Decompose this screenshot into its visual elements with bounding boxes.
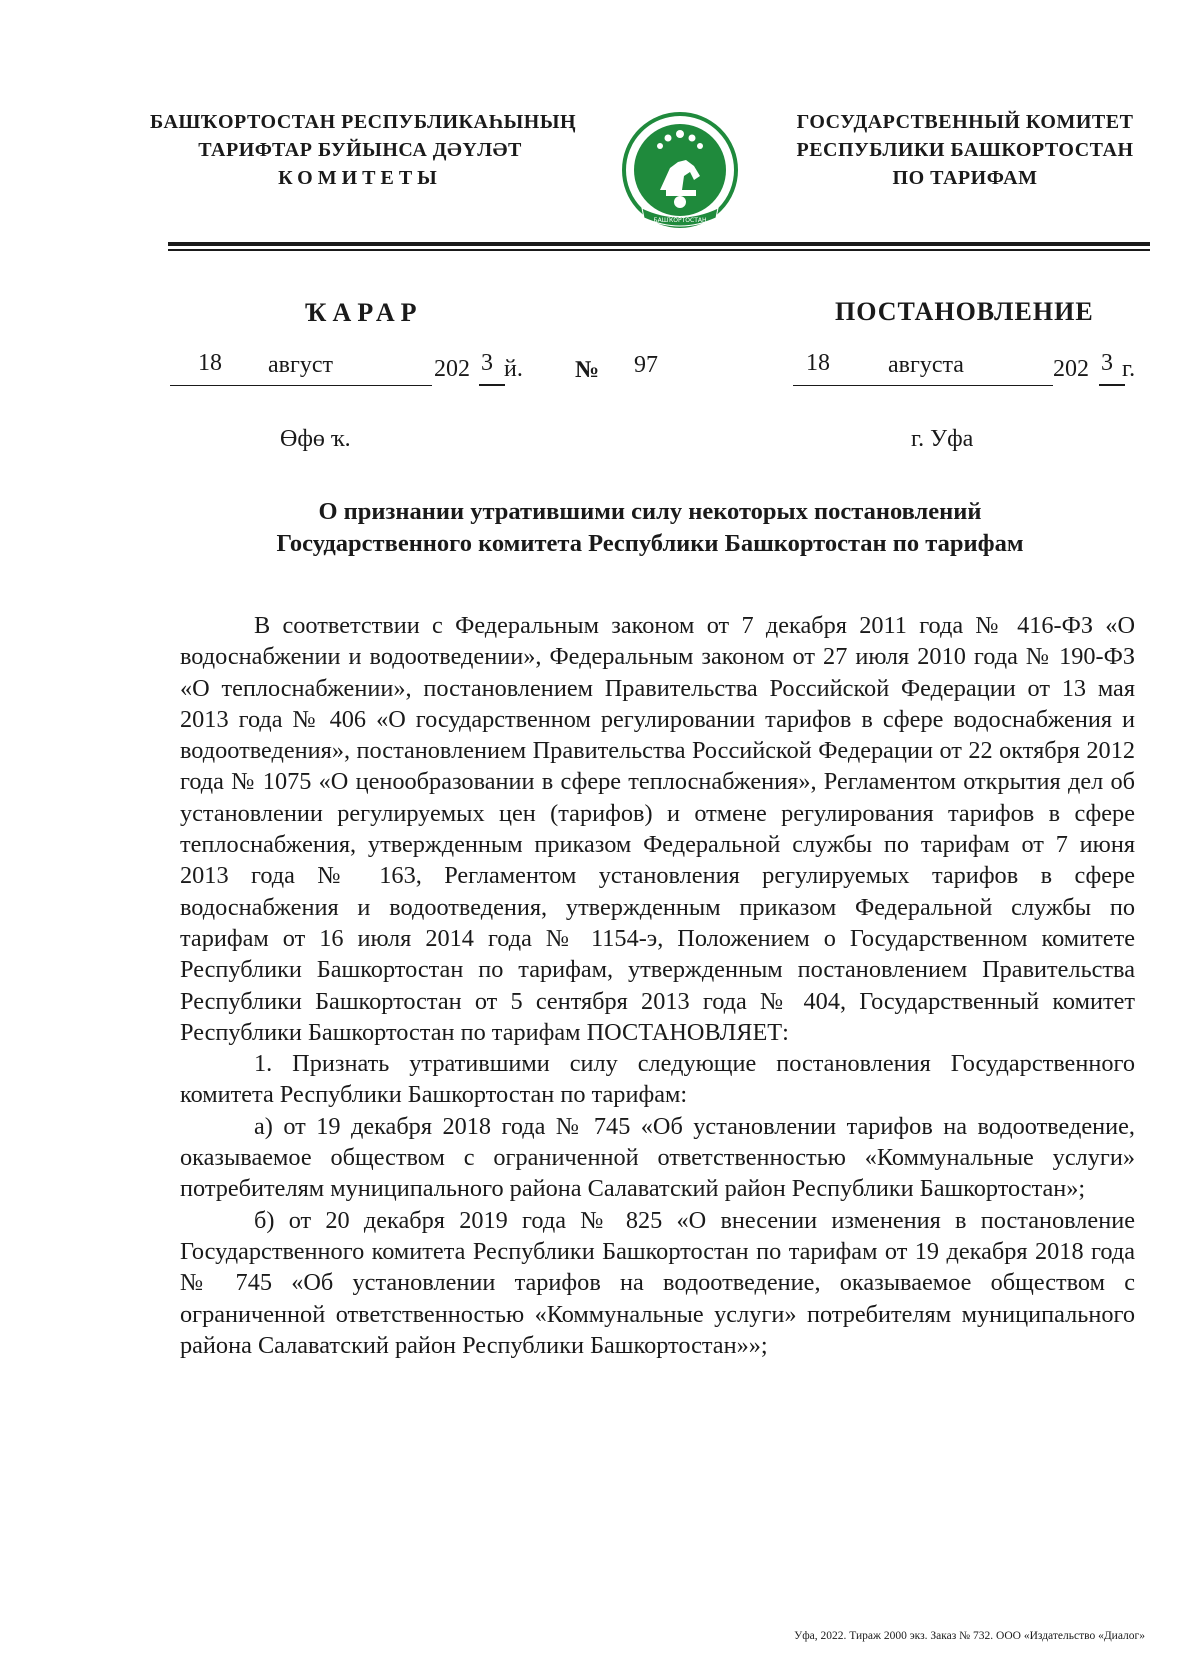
document-title-line-2: Государственного комитета Республики Башкортостан по тарифам bbox=[276, 530, 1024, 557]
header-right-block bbox=[780, 108, 1150, 192]
doc-number-sign: № bbox=[575, 357, 600, 383]
doc-kind-right: ПОСТАНОВЛЕНИЕ bbox=[835, 297, 1094, 326]
date-right-suffix: г. bbox=[1122, 356, 1136, 382]
date-left-day: 18 bbox=[198, 350, 222, 376]
date-right-month: августа bbox=[888, 352, 964, 378]
body-paragraph-item-a: а) от 19 декабря 2018 года № 745 «Об установлении тарифов на водоотведение, оказываемое обществом с ограниченной ответственностью «Коммунальные услуги» потребителям муниципального района Салаватский район Республики Башкортостан»; bbox=[180, 1112, 1135, 1203]
header-right-line-1: ГОСУДАРСТВЕННЫЙ КОМИТЕТ bbox=[796, 111, 1134, 133]
document-title-line-1: О признании утратившими силу некоторых постановлений bbox=[318, 498, 982, 525]
header-right-line-3: ПО ТАРИФАМ bbox=[892, 167, 1038, 189]
header-left-line-3: КОМИТЕТЫ bbox=[278, 167, 442, 189]
coat-of-arms-emblem bbox=[620, 110, 740, 235]
body-paragraph-preamble: В соответствии с Федеральным законом от 7 декабря 2011 года № 416-ФЗ «О водоснабжении и водоотведении», Федеральным законом от 27 июля 2010 года № 190-ФЗ «О теплоснабжении», постановлением Правительства Российской Федерации от 13 мая 2013 года № 406 «О государственном регулировании тарифов в сфере водоснабжения и водоотведения», постановлением Правительства Российской Федерации от 22 октября 2012 года № 1075 «О ценообразовании в сфере теплоснабжения», Регламентом открытия дел об установлении регулируемых цен (тарифов) и отмене регулирования тарифов в сфере теплоснабжения, утвержденным приказом Федеральной службы по тарифам от 7 июня 2013 года № 163, Регламентом установления регулируемых тарифов в сфере водоснабжения и водоотведения, утвержденным приказом Федеральной службы по тарифам от 16 июля 2014 года № 1154-э, Положением о Государственном комитете Республики Башкортостан по тарифам, утвержденным постановлением Правительства Республики Башкортостан от 5 сентября 2013 года № 404, Государственный комитет Республики Башкортостан по тарифам ПОСТАНОВЛЯЕТ: bbox=[180, 612, 1135, 1046]
header-divider-thin bbox=[168, 249, 1150, 251]
date-left-year-digit-underline bbox=[479, 384, 505, 386]
emblem-ribbon-text: БАШҠОРТОСТАН bbox=[653, 217, 707, 224]
body-paragraph-item-1: 1. Признать утратившими силу следующие постановления Государственного комитета Республики Башкортостан по тарифам: bbox=[180, 1050, 1135, 1109]
date-left-suffix: й. bbox=[504, 356, 523, 382]
header-left-block bbox=[150, 108, 577, 192]
header-left-line-2: ТАРИФТАР БУЙЫНСА ДӘҮЛӘТ bbox=[198, 139, 522, 161]
header-right-line-2: РЕСПУБЛИКИ БАШКОРТОСТАН bbox=[796, 139, 1134, 161]
date-left-month: август bbox=[268, 352, 333, 378]
document-title bbox=[160, 496, 1140, 560]
date-right-year-digit-underline bbox=[1099, 384, 1125, 386]
doc-kind-left: ҠАРАР bbox=[305, 298, 423, 327]
doc-number-value: 97 bbox=[634, 352, 658, 378]
city-left: Өфө ҡ. bbox=[280, 426, 351, 452]
print-footer: Уфа, 2022. Тираж 2000 экз. Заказ № 732. ООО «Издательство «Диалог» bbox=[794, 1630, 1145, 1642]
header-divider-thick bbox=[168, 242, 1150, 246]
body-paragraph-item-b: б) от 20 декабря 2019 года № 825 «О внесении изменения в постановление Государственного комитета Республики Башкортостан по тарифам от 19 декабря 2018 года № 745 «Об установлении тарифов на водоотведение, оказываемое обществом с ограниченной ответственностью «Коммунальные услуги» потребителям муниципального района Салаватский район Республики Башкортостан»»; bbox=[180, 1206, 1135, 1359]
date-right-year-digit: 3 bbox=[1101, 350, 1113, 376]
header-left-line-1: БАШҠОРТОСТАН РЕСПУБЛИКАҺЫНЫҢ bbox=[150, 111, 577, 133]
city-right: г. Уфа bbox=[911, 426, 974, 452]
date-left-year-digit: 3 bbox=[481, 350, 493, 376]
date-left-year: 202 bbox=[434, 356, 470, 382]
date-right-day: 18 bbox=[806, 350, 830, 376]
date-right-year: 202 bbox=[1053, 356, 1089, 382]
document-body bbox=[180, 610, 1135, 1361]
